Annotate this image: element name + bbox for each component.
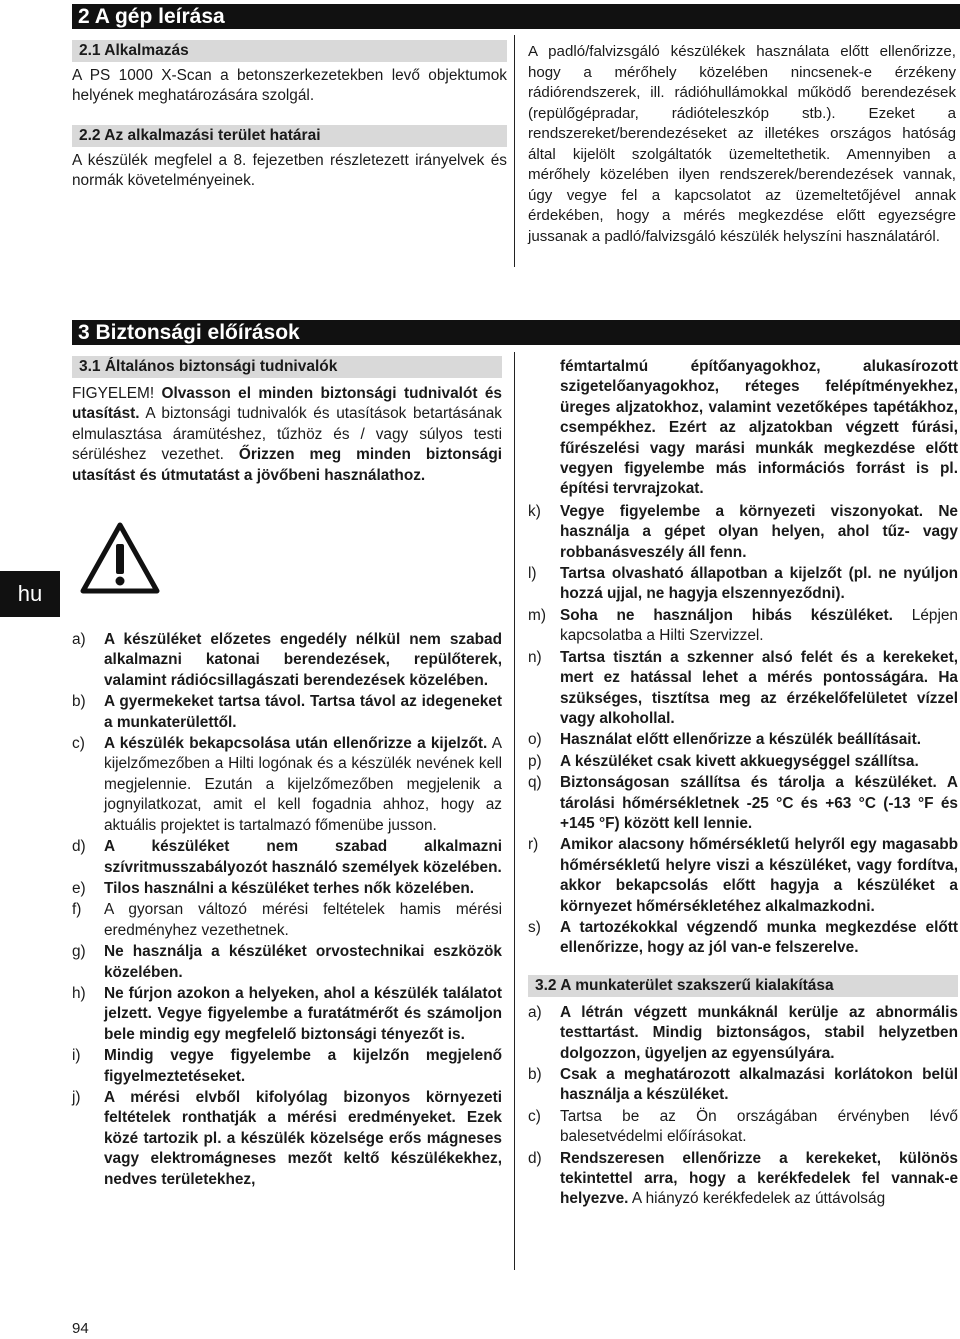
list-item <box>72 837 502 878</box>
list-item-letter: g) <box>72 943 86 961</box>
list-item-letter: j) <box>72 1088 81 1106</box>
list-item-bold-text: Rendszeresen ellenőrizze a kerekeket, különös tekintettel arra, hogy a kerékfedelek fel vannak-e helyezve. <box>560 1149 958 1208</box>
list-item-letter: b) <box>528 1066 542 1083</box>
column-divider <box>514 352 515 1270</box>
list-item-bold-text: A készüléket nem szabad alkalmazni szívritmusszabályozót használó személyek közelében. <box>104 838 502 876</box>
list-item <box>72 1088 502 1190</box>
list-item-letter: b) <box>72 693 86 711</box>
list-item <box>72 734 502 836</box>
list-item-bold-text: Amikor alacsony hőmérsékletű helyről egy magasabb hőmérsékletű helyre viszi a készüléket, vagy fordítva, akkor bekapcsolás előtt hagyja a készüléket a környezet hőmérsékletéhez alkalmazkodni. <box>560 836 958 915</box>
list-item-text: A gyorsan változó mérési feltételek hamis mérési eredményhez vezethetnek. <box>104 901 502 939</box>
list-item <box>72 1046 502 1087</box>
list-item <box>528 564 958 605</box>
list-item <box>528 1065 958 1106</box>
list-item-letter: c) <box>72 735 85 753</box>
list-item <box>528 1107 958 1148</box>
list-item-letter: d) <box>72 838 86 856</box>
list-item-bold-text: A mérési elvből kifolyólag bizonyos környezeti feltételek ronthatják a mérési eredményeket. Ezek közé tartozik pl. a készülék közelsége erős mágneses vagy elektromágneses mezőt keltő készülékekhez, nedves területekhez, <box>104 1088 502 1188</box>
list-item-letter: n) <box>528 648 542 666</box>
list-item-bold-text: A készüléket csak kivett akkuegységgel szállítsa. <box>560 752 919 770</box>
subsection-2-1-text: A PS 1000 X-Scan a betonszerkezetekben levő objektumok helyének meghatározására szolgál. <box>72 67 507 105</box>
list-item <box>528 773 958 834</box>
list-item-bold-text: A tartozékokkal végzendő munka megkezdése előtt ellenőrizze, hogy az jól van-e felszerelve. <box>560 918 958 957</box>
list-item-letter: a) <box>528 1003 542 1021</box>
list-item-bold-text: Tilos használni a készüléket terhes nők közelében. <box>104 879 475 897</box>
subsection-2-2-title: 2.2 Az alkalmazási terület határai <box>72 125 507 147</box>
list-item-bold-text: A készülék bekapcsolása után ellenőrizze a kijelzőt. <box>104 735 488 753</box>
list-item <box>72 630 502 691</box>
language-tab: hu <box>0 571 60 617</box>
list-item-letter: l) <box>528 565 537 583</box>
workplace-list <box>528 1003 958 1210</box>
list-item-bold-text: A létrán végzett munkáknál kerülje az abnormális testtartást. Mindig biztonságos, stabil helyzetben dolgozzon, ügyeljen az egyensúlyára. <box>560 1003 958 1062</box>
section-3-header: 3 Biztonsági előírások <box>72 320 960 345</box>
list-item <box>528 502 958 563</box>
list-item-letter: d) <box>528 1149 542 1167</box>
list-item-letter: q) <box>528 774 542 792</box>
section-2-header: 2 A gép leírása <box>72 4 960 29</box>
list-item-bold-text: Tartsa tisztán a szkenner alsó felét és a kerekeket, mert ez hatással lehet a mérés pontosságára. Ha szükséges, tisztítsa meg az érzékelőfelületet vízzel vagy alkohollal. <box>560 648 958 727</box>
list-item-bold-text: Ne fúrjon azokon a helyeken, ahol a készülék találatot jelzett. Vegye figyelembe a furatátmérőt és számoljon bele mindig egy megfelelő biztonsági tényezőt is. <box>104 984 502 1043</box>
safety-list-k-s <box>528 502 958 959</box>
list-item <box>528 918 958 959</box>
list-item-letter: f) <box>72 901 82 919</box>
list-item-letter: e) <box>72 879 86 897</box>
section-2-right-column <box>528 42 956 247</box>
section-3-right-column <box>528 357 958 1211</box>
page-number: 94 <box>72 1320 89 1337</box>
list-item <box>72 984 502 1045</box>
list-item-letter: a) <box>72 631 86 649</box>
subsection-2-2-text: A készülék megfelel a 8. fejezetben részletezett irányelvek és normák követelményeinek. <box>72 151 507 190</box>
warning-triangle-icon <box>80 522 160 594</box>
list-item-letter: c) <box>528 1107 541 1125</box>
list-item-bold-text: Biztonságosan szállítsa és tárolja a készüléket. A tárolási hőmérsékletnek -25 °C és +63 °C (-13 °F és +145 °F) között kell lennie. <box>560 774 958 832</box>
list-item-letter: h) <box>72 984 86 1002</box>
subsection-3-1-title: 3.1 Általános biztonsági tudnivalók <box>72 356 502 378</box>
list-item-text: A kijelzőmezőben a Hilti logónak és a készülék nevének kell megjelennie. Ezután a kijelzőmezőben megjelenik a jognyilatkozat, amit el kell fogadnia ahhoz, hogy az aktuális projektet is tartalmazó főmenübe jusson. <box>104 735 502 834</box>
list-item-letter: m) <box>528 606 546 624</box>
list-item-bold-text: Vegye figyelembe a környezeti viszonyokat. Ne használja a gépet olyan helyen, ahol tűz- vagy robbanásveszély áll fenn. <box>560 502 958 561</box>
list-item <box>528 752 958 772</box>
list-item <box>528 835 958 917</box>
list-item-bold-text: A készüléket előzetes engedély nélkül nem szabad alkalmazni katonai berendezések, repülőterek, valamint rádiócsillagászati berendezések közelében. <box>104 631 502 689</box>
list-item-bold-text: Soha ne használjon hibás készüléket. <box>560 606 893 624</box>
list-item-bold-text: Tartsa olvasható állapotban a kijelzőt (pl. ne nyúljon hozzá ujjal, ne hagyja elszennyeződni). <box>560 565 958 603</box>
item-j-continuation: fémtartalmú építőanyagokhoz, alukasírozott szigetelőanyagokhoz, réteges felépítményekhez, üreges aljzatokhoz, valamint vezetőképes tapétákhoz, csempékhez. Ezért az aljzatokban végzett fúrási, fűrészelési vagy marási munkák megkezdése előtt vegyen figyelembe más információs forrást is pl. építési tervrajzokat. <box>560 358 958 498</box>
list-item-text: Lépjen kapcsolatba a Hilti Szervizzel. <box>560 606 958 645</box>
list-item-letter: r) <box>528 836 539 854</box>
safety-list-a-j <box>72 630 502 1190</box>
list-item <box>72 942 502 983</box>
list-item-letter: s) <box>528 918 541 936</box>
subsection-3-2-title: 3.2 A munkaterület szakszerű kialakítása <box>528 975 958 997</box>
list-item-bold-text: A gyermekeket tartsa távol. Tartsa távol az idegeneket a munkaterülettől. <box>104 693 502 731</box>
list-item <box>528 606 958 647</box>
list-item-text: Tartsa be az Ön országában érvényben lévő balesetvédelmi előírásokat. <box>560 1107 958 1146</box>
section-2-left-column <box>72 40 507 192</box>
list-item <box>72 900 502 941</box>
list-item-bold-text: Használat előtt ellenőrizze a készülék beállításait. <box>560 731 921 749</box>
column-divider <box>514 35 515 267</box>
list-item <box>528 730 958 750</box>
list-item-letter: k) <box>528 502 541 520</box>
list-item <box>72 692 502 733</box>
list-item-letter: p) <box>528 752 542 770</box>
radio-systems-notice: A padló/falvizsgáló készülékek használata előtt ellenőrizze, hogy a mérőhely közelében nincsenek-e érzékeny rádiórendszerek, ill. rádióhullámokkal működő berendezések (repülőgépradar, rádióteleszkóp stb.). Ezeket a rendszereket/berendezéseket az illetékes országos hatóság által kijelölt szolgáltatók üzemeltethetik. Amennyiben a mérőhely közelében ilyen rendszerek/berendezések vannak, úgy vegye fel a kapcsolatot az üzemeltetőjével annak érdekében, hogy a mérés megkezdése előtt egyezségre jussanak a padló/falvizsgáló készülék helyszíni használatáról. <box>528 43 956 245</box>
safety-intro: FIGYELEM! Olvasson el minden biztonsági tudnivalót és utasítást. A biztonsági tudnivalók és utasítások betartásának elmulasztása áramütéshez, tűzhöz és / vagy súlyos testi sérüléshez vezethet. Őrizzen meg minden biztonsági utasítást és útmutatást a jövőbeni használathoz. <box>72 385 502 484</box>
list-item-bold-text: Csak a meghatározott alkalmazási korlátokon belül használja a készüléket. <box>560 1066 958 1104</box>
list-item-text: A hiányzó kerékfedelek az úttávolság <box>628 1190 886 1208</box>
list-item-bold-text: Ne használja a készüléket orvostechnikai eszközök közelében. <box>104 943 502 981</box>
list-item <box>528 1003 958 1064</box>
list-item <box>528 648 958 730</box>
list-item-letter: i) <box>72 1047 81 1065</box>
section-3-left-column <box>72 356 502 1191</box>
list-item-bold-text: Mindig vegye figyelembe a kijelzőn megjelenő figyelmeztetéseket. <box>104 1047 502 1085</box>
list-item-letter: o) <box>528 731 542 749</box>
list-item <box>528 1149 958 1210</box>
subsection-2-1-title: 2.1 Alkalmazás <box>72 40 507 62</box>
list-item <box>72 879 502 899</box>
